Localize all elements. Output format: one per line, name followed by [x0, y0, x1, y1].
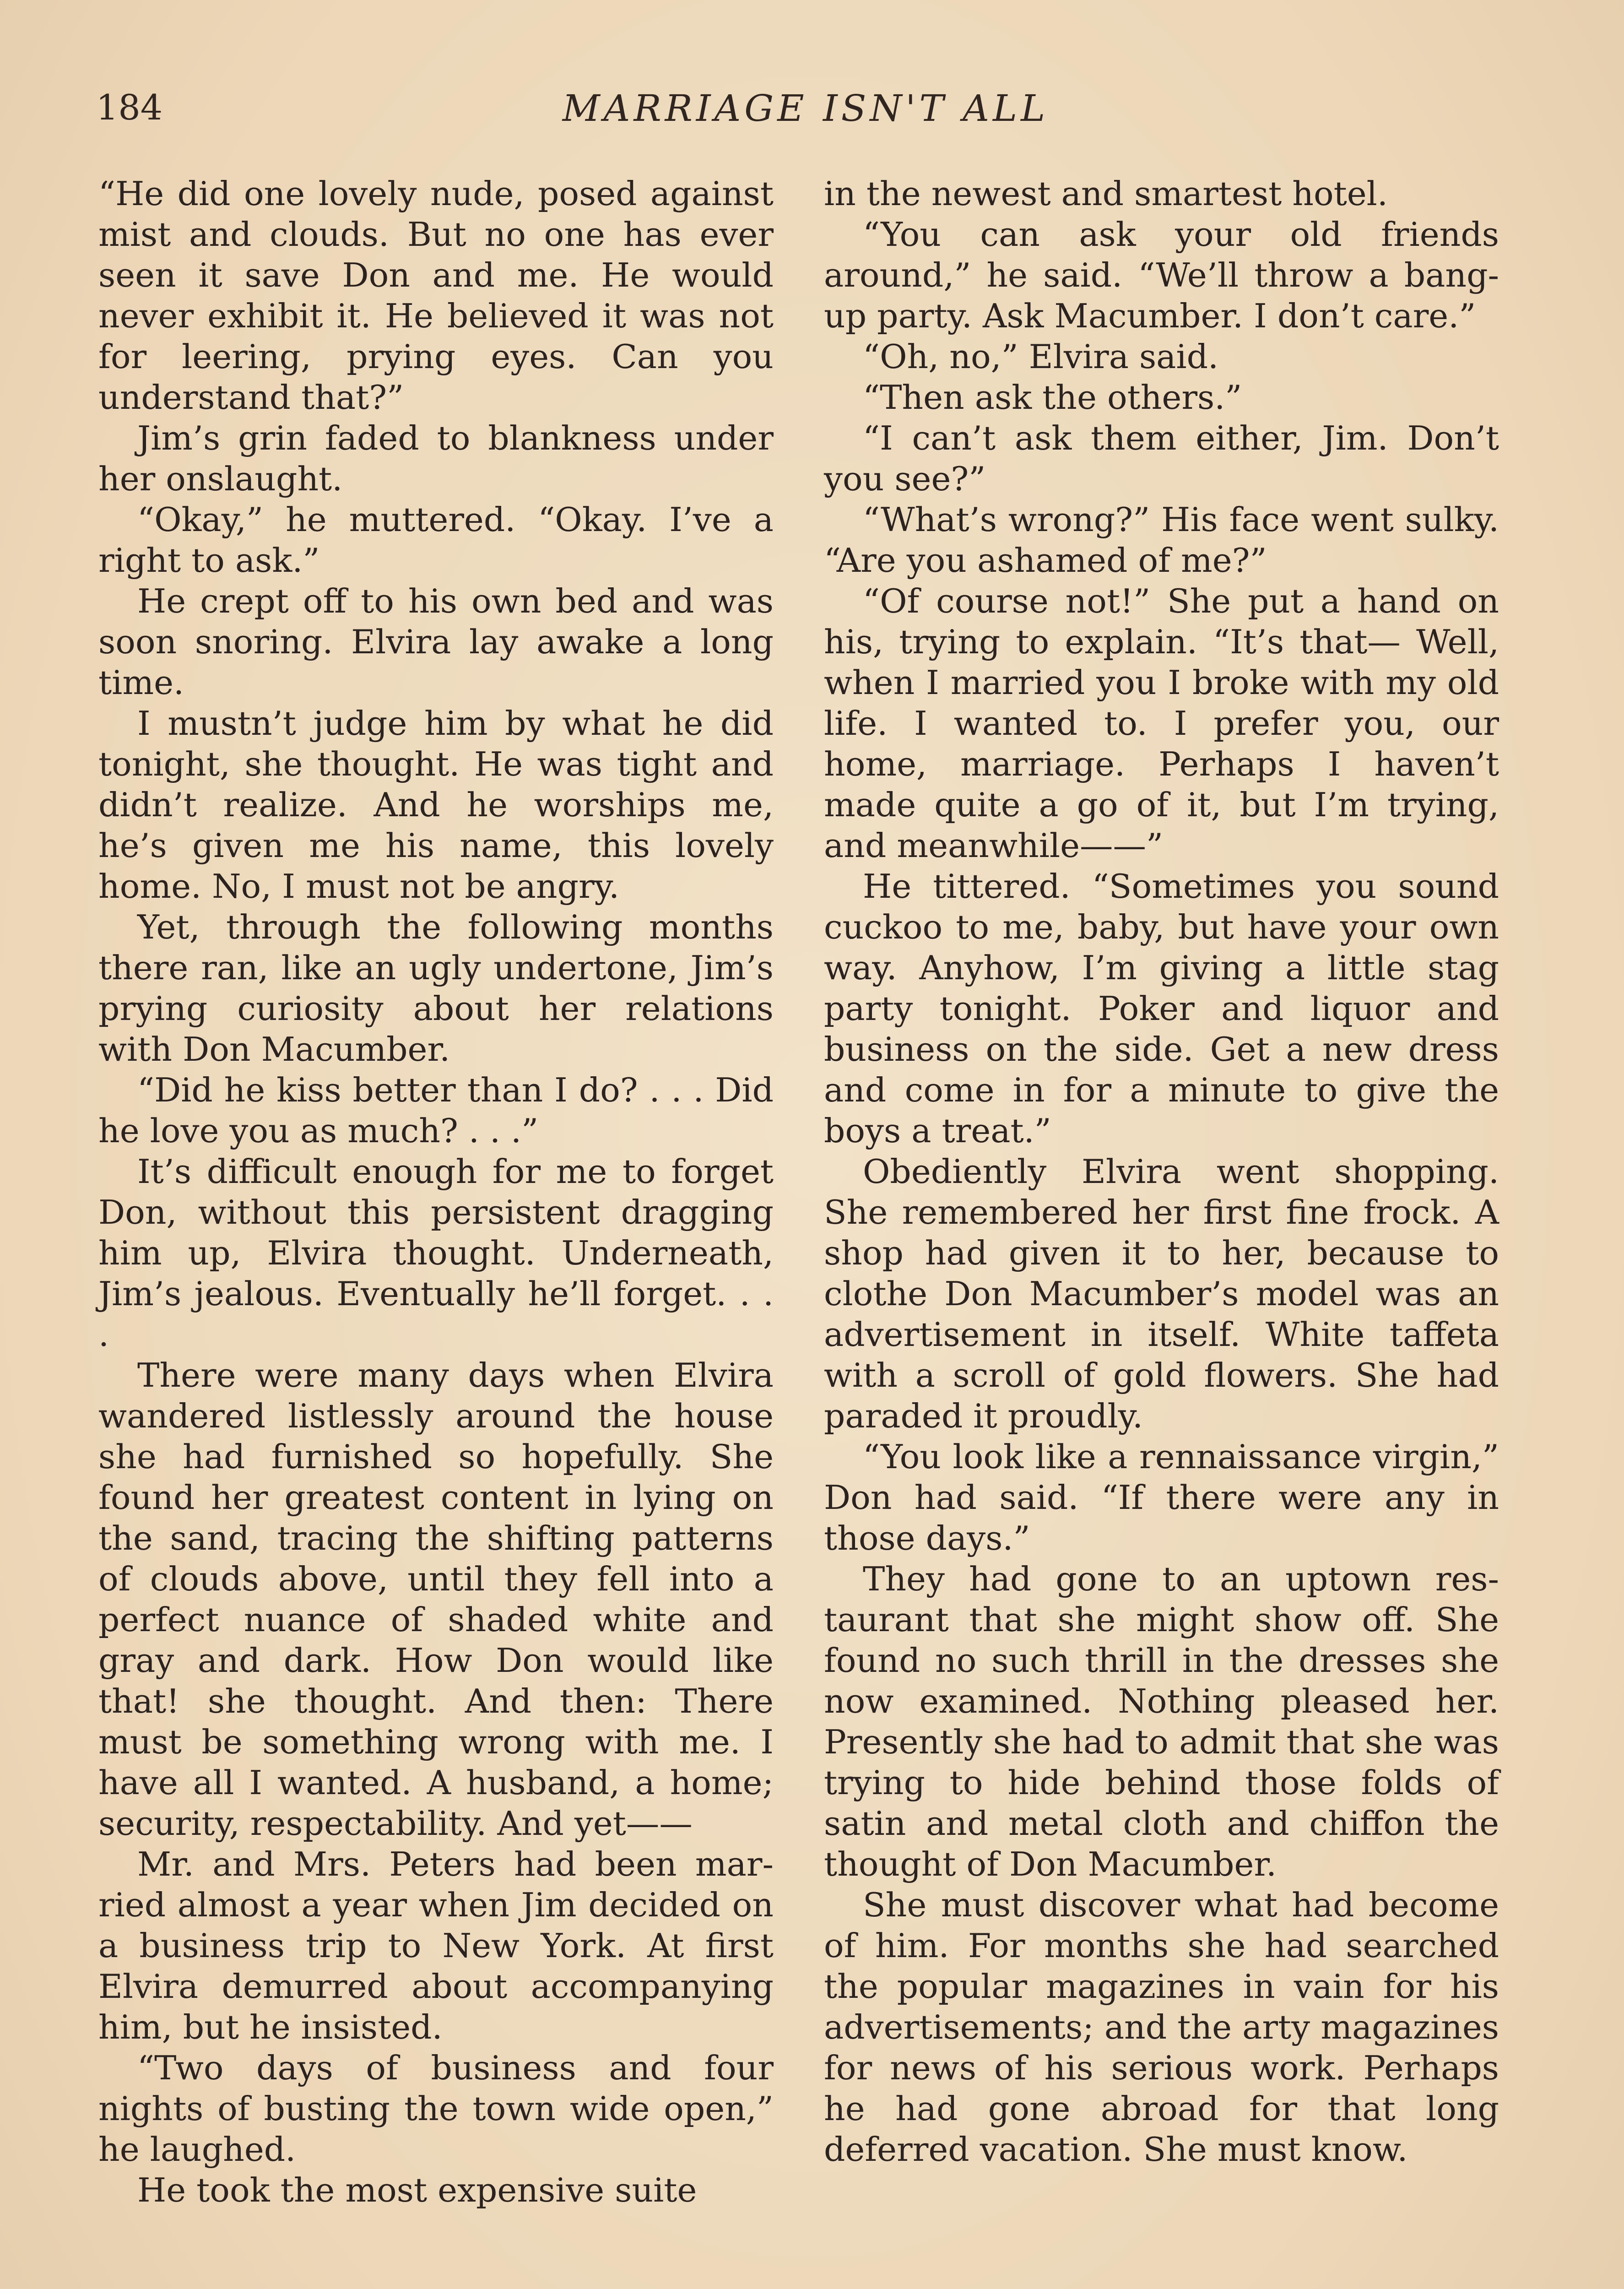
- paragraph: “Okay,” he muttered. “Okay. I’ve a right to ask.”: [98, 501, 774, 580]
- paragraph: in the newest and smartest hotel.: [824, 175, 1388, 213]
- left-text-column: [98, 174, 774, 2211]
- paragraph: “Two days of business and four nights of busting the town wide open,” he laughed.: [98, 2049, 774, 2169]
- paragraph: It’s difficult enough for me to forget Don, without this persistent dragging him up, Elvira thought. Underneath, Jim’s jealous. Eventually he’ll forget. . . .: [98, 1153, 774, 1354]
- paragraph: “I can’t ask them either, Jim. Don’t you see?”: [824, 419, 1499, 499]
- paragraph: Jim’s grin faded to blankness under her onslaught.: [98, 419, 774, 499]
- paragraph: “Then ask the others.”: [863, 379, 1242, 417]
- paragraph: “Of course not!” She put a hand on his, trying to explain. “It’s that— Well, when I married you I broke with my old life. I wanted to. I prefer you, our home, marriage. Perhaps I haven’t made quite a go of it, but I’m trying, and meanwhile——”: [824, 582, 1499, 865]
- paragraph: She must discover what had become of him. For months she had searched the popular magazines in vain for his advertisements; and the arty magazines for news of his serious work. Perhaps he had gone abroad for that long deferred vacation. She must know.: [824, 1886, 1499, 2169]
- paragraph: “He did one lovely nude, posed against mist and clouds. But no one has ever seen it save Don and me. He would never exhibit it. He believed it was not for leering, prying eyes. Can you understand that?”: [98, 175, 774, 417]
- paragraph: “Oh, no,” Elvira said.: [863, 338, 1219, 376]
- paragraph: He crept off to his own bed and was soon snoring. Elvira lay awake a long time.: [98, 582, 774, 702]
- paragraph: He took the most expensive suite: [137, 2171, 697, 2210]
- page-header: [96, 87, 1515, 137]
- right-text-column: [824, 174, 1499, 2170]
- paragraph: “You look like a rennaissance virgin,” Don had said. “If there were any in those days.”: [824, 1438, 1499, 1558]
- running-title: MARRIAGE ISN'T ALL: [562, 87, 1049, 130]
- paragraph: There were many days when Elvira wandered listlessly around the house she had furnished so hopefully. She found her greatest content in lying on the sand, tracing the shifting patterns of clouds above, until they fell into a perfect nuance of shaded white and gray and dark. How Don would like that! she thought. And then: There must be something wrong with me. I have all I wanted. A husband, a home; security, respectability. And yet——: [98, 1356, 774, 1843]
- paragraph: “What’s wrong?” His face went sulky. “Are you ashamed of me?”: [824, 501, 1499, 580]
- paragraph: They had gone to an uptown restaurant that she might show off. She found no such thrill in the dresses she now examined. Nothing pleased her. Presently she had to admit that she was trying to hide behind those folds of satin and metal cloth and chiffon the thought of Don Macumber.: [824, 1560, 1499, 1884]
- page-number: 184: [96, 87, 163, 128]
- paragraph: He tittered. “Sometimes you sound cuckoo to me, baby, but have your own way. Anyhow, I’m giving a little stag party tonight. Poker and liquor and business on the side. Get a new dress and come in for a minute to give the boys a treat.”: [824, 868, 1499, 1150]
- paragraph: “You can ask your old friends around,” he said. “We’ll throw a bang-up party. Ask Macumber. I don’t care.”: [824, 216, 1499, 336]
- paragraph: I mustn’t judge him by what he did tonight, she thought. He was tight and didn’t realize. And he worships me, he’s given me his name, this lovely home. No, I must not be angry.: [98, 705, 774, 906]
- paragraph: Yet, through the following months there ran, like an ugly undertone, Jim’s prying curiosity about her relations with Don Macumber.: [98, 908, 774, 1069]
- paragraph: Mr. and Mrs. Peters had been married almost a year when Jim decided on a business trip to New York. At first Elvira demurred about accompanying him, but he insisted.: [98, 1845, 774, 2047]
- paragraph: Obediently Elvira went shopping. She remembered her first fine frock. A shop had given it to her, because to clothe Don Macumber’s model was an advertisement in itself. White taffeta with a scroll of gold flowers. She had paraded it proudly.: [824, 1153, 1499, 1436]
- paragraph: “Did he kiss better than I do? . . . Did he love you as much? . . .”: [98, 1071, 774, 1150]
